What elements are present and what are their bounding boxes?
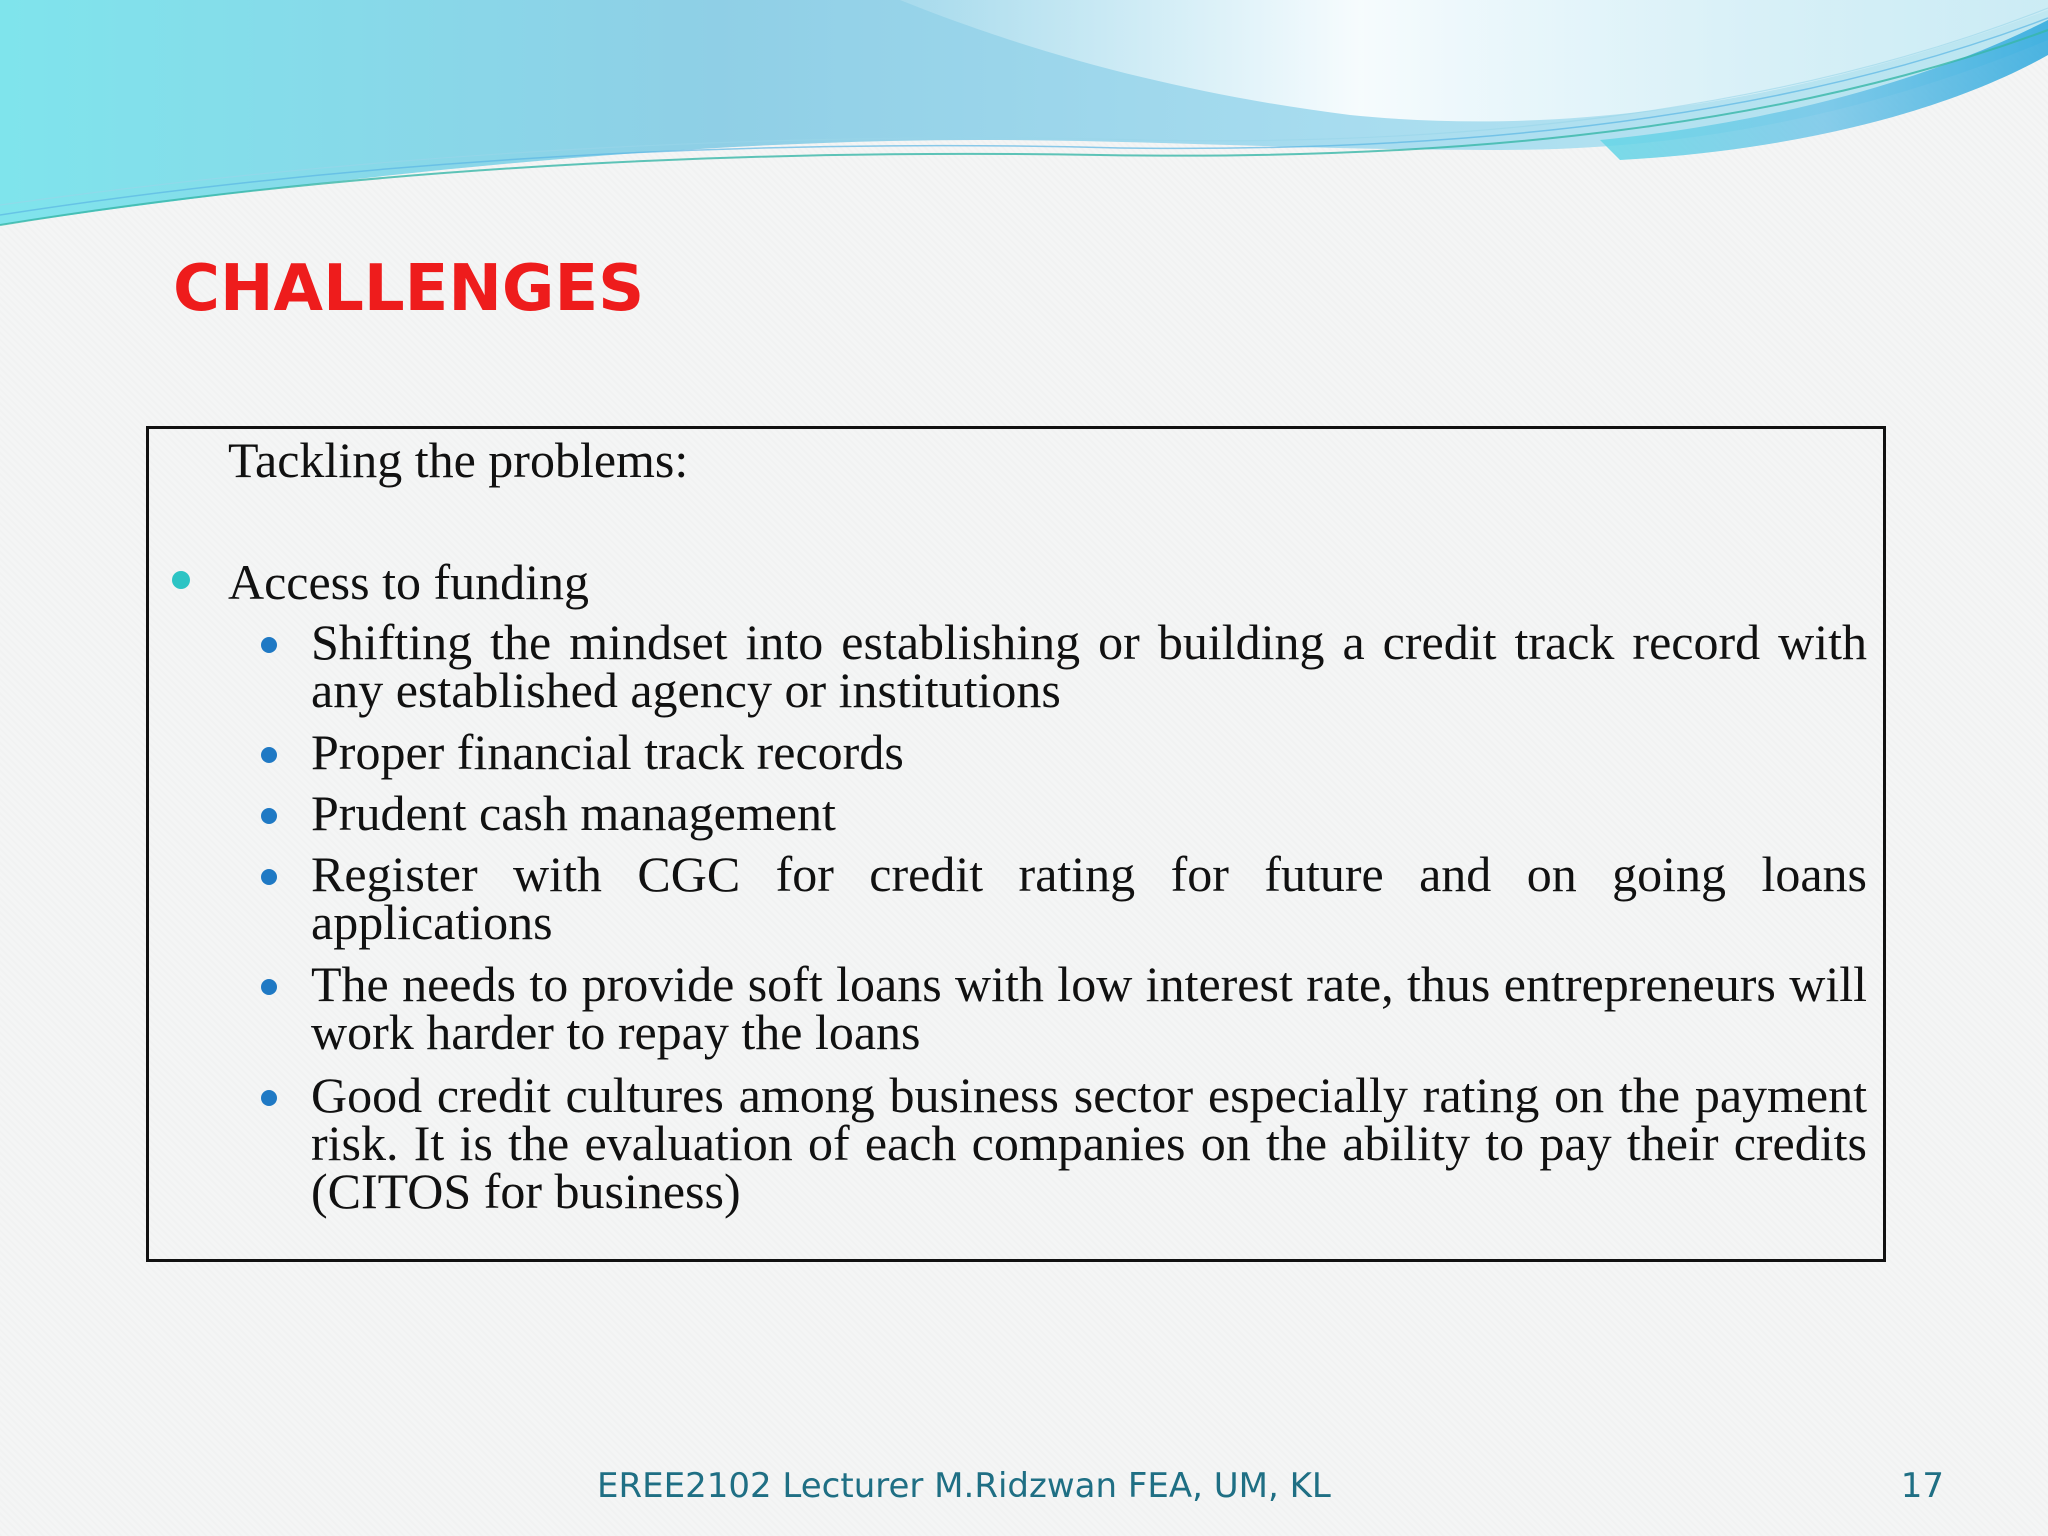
slide-title: CHALLENGES xyxy=(173,252,645,326)
sub-bullet-item: Prudent cash management xyxy=(311,785,836,841)
intro-text: Tackling the problems: xyxy=(228,432,689,488)
sub-bullet-item: Register with CGC for credit rating for future and on going loans applications xyxy=(311,846,1867,950)
sub-bullet-dot-icon xyxy=(261,637,277,653)
wave-decoration-icon xyxy=(0,0,2048,240)
sub-bullet-dot-icon xyxy=(261,808,277,824)
sub-bullet-item: The needs to provide soft loans with low interest rate, thus entrepreneurs will work harder to repay the loans xyxy=(311,956,1867,1060)
bullet-dot-icon xyxy=(172,571,190,589)
page-number: 17 xyxy=(1900,1466,1944,1506)
footer-text: EREE2102 Lecturer M.Ridzwan FEA, UM, KL xyxy=(597,1466,1331,1506)
bullet-access-to-funding: Access to funding xyxy=(228,554,590,610)
sub-bullet-item: Good credit cultures among business sector especially rating on the payment risk. It is the evaluation of each companies on the ability to pay their credits (CITOS for business) xyxy=(311,1067,1867,1219)
sub-bullet-dot-icon xyxy=(261,979,277,995)
sub-bullet-dot-icon xyxy=(261,747,277,763)
sub-bullet-item: Proper financial track records xyxy=(311,724,904,780)
sub-bullet-item: Shifting the mindset into establishing or building a credit track record with any established agency or institutions xyxy=(311,614,1867,718)
sub-bullet-dot-icon xyxy=(261,869,277,885)
sub-bullet-dot-icon xyxy=(261,1090,277,1106)
